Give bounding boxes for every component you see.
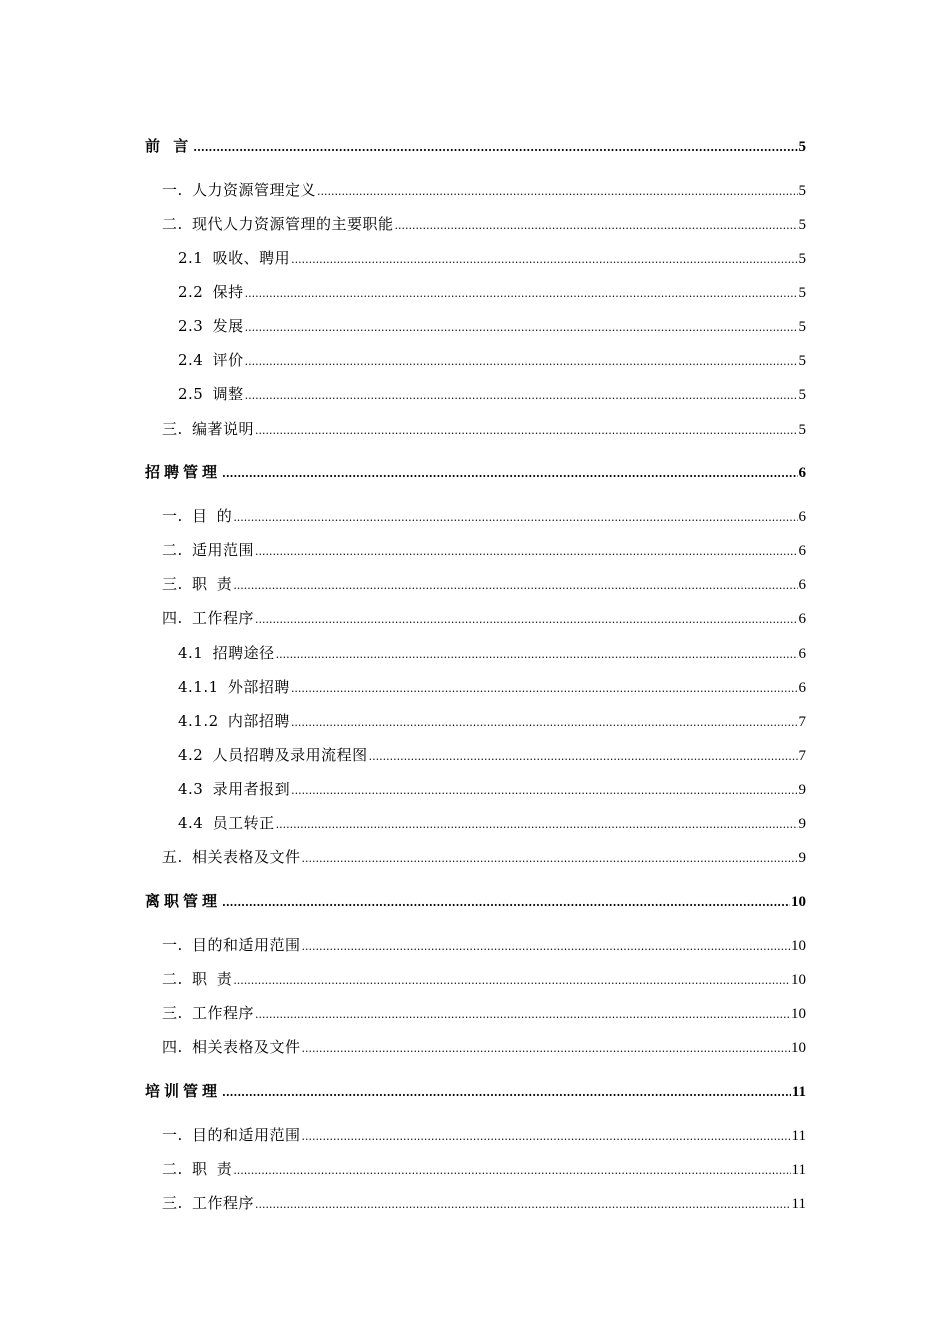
toc-entry[interactable] <box>178 675 806 699</box>
toc-entry[interactable] <box>162 1001 806 1025</box>
toc-entry-label: 二. 适用范围 <box>162 541 255 559</box>
toc-entry-page: 10 <box>791 1006 806 1022</box>
toc-entry-recruitment[interactable] <box>145 460 806 484</box>
toc-entry-label: 五. 相关表格及文件 <box>162 848 301 866</box>
toc-leader-dots <box>276 813 798 837</box>
toc-leader-dots <box>222 891 790 915</box>
toc-entry-label: 三. 工作程序 <box>162 1004 255 1022</box>
toc-entry-page: 5 <box>798 183 806 199</box>
toc-entry-label: 三. 工作程序 <box>162 1194 255 1212</box>
toc-leader-dots <box>291 779 797 803</box>
toc-entry-label: 4.2 人员招聘及录用流程图 <box>178 746 368 764</box>
toc-entry-page: 11 <box>791 1128 806 1144</box>
toc-entry-page: 6 <box>798 611 806 627</box>
toc-entry-page: 9 <box>798 816 806 832</box>
toc-entry[interactable] <box>178 314 806 338</box>
toc-entry-label: 二. 职 责 <box>162 970 233 988</box>
toc-entry[interactable] <box>178 777 806 801</box>
toc-entry[interactable] <box>178 348 806 372</box>
toc-entry-label: 招聘管理 <box>145 463 222 481</box>
toc-leader-dots <box>395 214 798 238</box>
toc-entry-label: 2.1 吸收、聘用 <box>178 249 291 267</box>
toc-entry-label: 三. 职 责 <box>162 575 233 593</box>
toc-entry-label: 2.5 调整 <box>178 385 244 403</box>
toc-entry[interactable] <box>162 1035 806 1059</box>
toc-entry-page: 6 <box>798 543 806 559</box>
toc-leader-dots <box>233 969 790 993</box>
toc-entry[interactable] <box>162 845 806 869</box>
toc-leader-dots <box>233 574 797 598</box>
toc-leader-dots <box>302 1125 791 1149</box>
toc-entry-page: 6 <box>798 577 806 593</box>
toc-leader-dots <box>276 643 798 667</box>
toc-entry[interactable] <box>162 504 806 528</box>
toc-entry-page: 5 <box>798 139 806 155</box>
toc-entry-page: 11 <box>791 1084 806 1100</box>
toc-entry[interactable] <box>178 382 806 406</box>
toc-entry-label: 2.3 发展 <box>178 317 244 335</box>
toc-leader-dots <box>302 935 790 959</box>
toc-entry-page: 9 <box>798 850 806 866</box>
toc-entry[interactable] <box>178 743 806 767</box>
toc-entry-label: 一. 目的和适用范围 <box>162 1126 301 1144</box>
toc-entry-label: 2.2 保持 <box>178 283 244 301</box>
toc-leader-dots <box>222 1081 791 1105</box>
toc-entry[interactable] <box>162 178 806 202</box>
toc-entry-page: 6 <box>798 465 806 481</box>
toc-entry-page: 6 <box>798 646 806 662</box>
toc-entry-page: 5 <box>798 319 806 335</box>
toc-leader-dots <box>255 608 797 632</box>
toc-entry-page: 10 <box>791 894 806 910</box>
toc-leader-dots <box>369 745 798 769</box>
toc-entry[interactable] <box>162 606 806 630</box>
toc-entry[interactable] <box>162 538 806 562</box>
toc-entry-page: 7 <box>798 748 806 764</box>
toc-entry-preface[interactable] <box>145 134 806 158</box>
toc-entry[interactable] <box>162 212 806 236</box>
toc-leader-dots <box>317 180 797 204</box>
toc-entry-label: 一. 人力资源管理定义 <box>162 181 317 199</box>
toc-entry-page: 5 <box>798 387 806 403</box>
toc-entry-resignation[interactable] <box>145 889 806 913</box>
toc-entry[interactable] <box>178 709 806 733</box>
toc-leader-dots <box>302 1037 790 1061</box>
toc-entry-page: 6 <box>798 509 806 525</box>
toc-entry-label: 4.4 员工转正 <box>178 814 275 832</box>
toc-entry-label: 4.3 录用者报到 <box>178 780 291 798</box>
toc-entry[interactable] <box>178 641 806 665</box>
toc-entry-page: 10 <box>791 938 806 954</box>
toc-leader-dots <box>233 1159 790 1183</box>
toc-entry-label: 三. 编著说明 <box>162 420 255 438</box>
toc-leader-dots <box>255 1193 791 1217</box>
toc-entry[interactable] <box>162 967 806 991</box>
toc-entry-page: 10 <box>791 1040 806 1056</box>
toc-leader-dots <box>245 384 798 408</box>
toc-leader-dots <box>245 350 798 374</box>
toc-entry-page: 11 <box>791 1196 806 1212</box>
toc-entry-label: 四. 相关表格及文件 <box>162 1038 301 1056</box>
toc-entry[interactable] <box>162 572 806 596</box>
toc-entry-label: 4.1 招聘途径 <box>178 644 275 662</box>
toc-entry[interactable] <box>162 1157 806 1181</box>
toc-leader-dots <box>193 136 797 160</box>
toc-entry-label: 培训管理 <box>145 1082 222 1100</box>
toc-entry-page: 5 <box>798 251 806 267</box>
toc-entry[interactable] <box>162 417 806 441</box>
toc-leader-dots <box>291 711 798 735</box>
toc-entry-label: 二. 现代人力资源管理的主要职能 <box>162 215 394 233</box>
toc-entry-label: 4.1.2 内部招聘 <box>178 712 290 730</box>
toc-entry-page: 9 <box>798 782 806 798</box>
toc-entry-label: 四. 工作程序 <box>162 609 255 627</box>
toc-entry[interactable] <box>178 811 806 835</box>
toc-leader-dots <box>222 462 797 486</box>
toc-leader-dots <box>233 506 797 530</box>
toc-entry-label: 离职管理 <box>145 892 222 910</box>
toc-entry-page: 5 <box>798 217 806 233</box>
toc-entry-page: 10 <box>791 972 806 988</box>
toc-leader-dots <box>245 282 798 306</box>
toc-entry-label: 二. 职 责 <box>162 1160 233 1178</box>
toc-entry[interactable] <box>162 1191 806 1215</box>
toc-entry-label: 前 言 <box>145 137 193 155</box>
toc-entry-page: 11 <box>791 1162 806 1178</box>
toc-entry[interactable] <box>162 933 806 957</box>
toc-entry-label: 一. 目的和适用范围 <box>162 936 301 954</box>
toc-entry-page: 5 <box>798 285 806 301</box>
toc-entry[interactable] <box>178 280 806 304</box>
toc-leader-dots <box>291 248 797 272</box>
toc-entry[interactable] <box>162 1123 806 1147</box>
toc-entry-page: 7 <box>798 714 806 730</box>
toc-entry-page: 5 <box>798 422 806 438</box>
toc-entry-page: 6 <box>798 680 806 696</box>
toc-entry-page: 5 <box>798 353 806 369</box>
toc-entry-label: 一. 目 的 <box>162 507 233 525</box>
toc-leader-dots <box>245 316 798 340</box>
toc-entry-label: 2.4 评价 <box>178 351 244 369</box>
toc-leader-dots <box>255 419 797 443</box>
toc-leader-dots <box>302 847 798 871</box>
toc-entry-training[interactable] <box>145 1079 806 1103</box>
toc-entry-label: 4.1.1 外部招聘 <box>178 678 290 696</box>
toc-leader-dots <box>255 540 797 564</box>
toc-leader-dots <box>291 677 798 701</box>
toc-entry[interactable] <box>178 246 806 270</box>
toc-leader-dots <box>255 1003 790 1027</box>
